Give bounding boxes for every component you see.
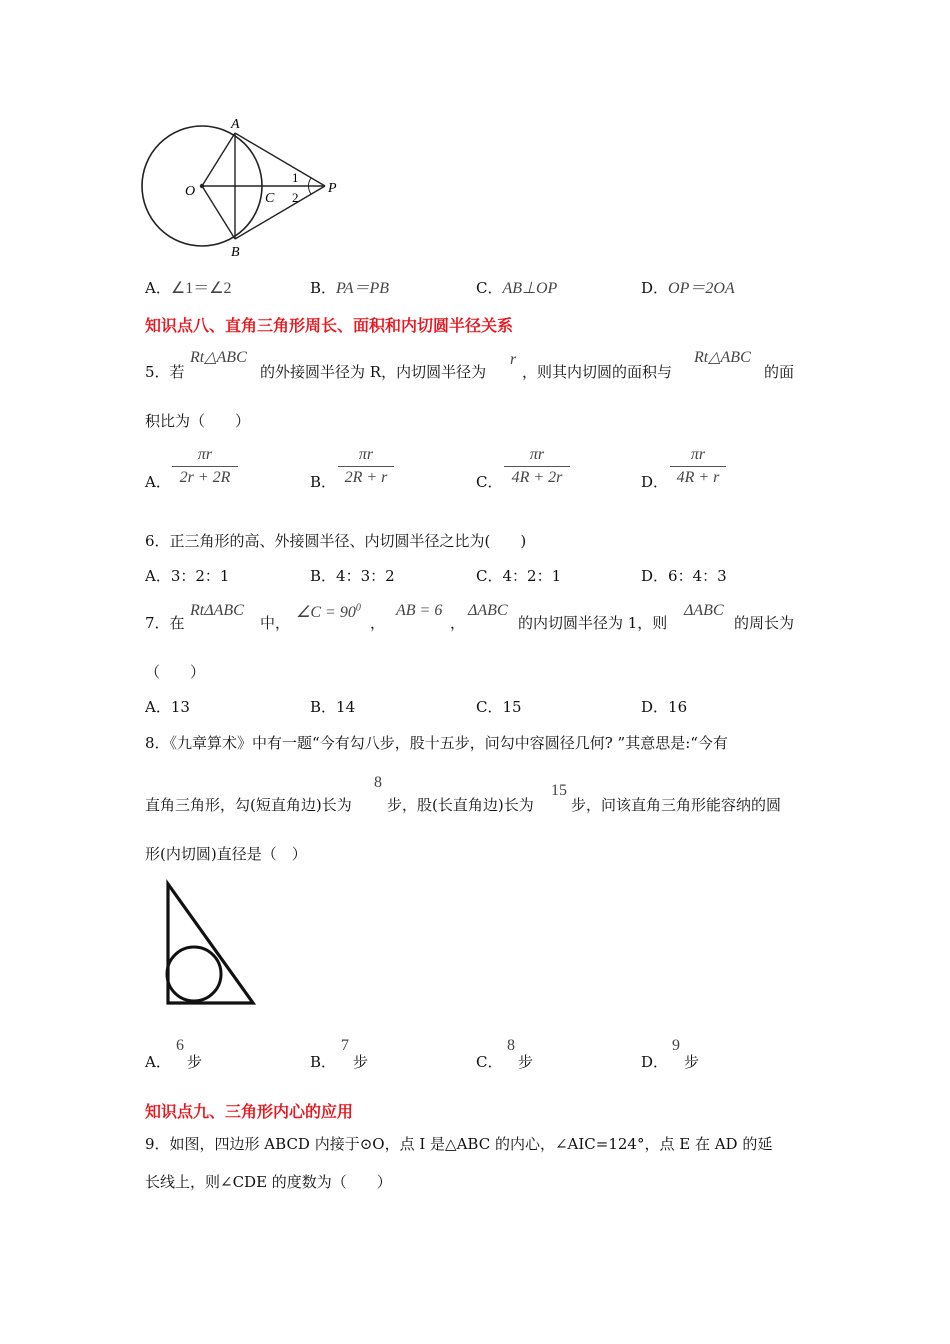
q7-math-ab: AB = 6 bbox=[396, 602, 443, 619]
q5-text-3: 的面 bbox=[764, 363, 795, 381]
q7-text-1: 中， bbox=[260, 614, 291, 632]
q8-option-a-num: 6 bbox=[176, 1037, 184, 1054]
q9-line-1: 9．如图，四边形 ABCD 内接于⊙O，点 I 是△ABC 的内心，∠AIC=124°，点 E 在 AD 的延 bbox=[145, 1135, 773, 1153]
label-c: C bbox=[265, 191, 275, 206]
q8-option-a-letter: A． bbox=[145, 1053, 171, 1071]
q5-option-c-fraction: πr 4R + 2r bbox=[504, 446, 570, 487]
q8-option-b-num: 7 bbox=[341, 1037, 349, 1054]
q7-option-a: A．13 bbox=[145, 698, 190, 716]
q5-option-b-fraction: πr 2R + r bbox=[338, 446, 394, 487]
q7-option-d: D．16 bbox=[641, 698, 688, 716]
radius-oa bbox=[202, 133, 235, 186]
q8-line-1: 8．《九章算术》中有一题“今有勾八步，股十五步，问勾中容圆径几何? ”其意思是:“今有 bbox=[145, 734, 728, 752]
q7-number: 7．在 bbox=[145, 614, 185, 632]
q7-comma-2: ， bbox=[450, 614, 466, 632]
q8-option-d-num: 9 bbox=[672, 1037, 680, 1054]
q8-option-c-unit: 步 bbox=[518, 1053, 534, 1071]
q6-option-b: B．4：3：2 bbox=[310, 567, 395, 585]
q8-option-b-letter: B． bbox=[310, 1053, 337, 1071]
q5-text-2: ，则其内切圆的面积与 bbox=[522, 363, 673, 381]
q5-text-1: 的外接圆半径为 R，内切圆半径为 bbox=[260, 363, 487, 381]
q5-option-a-letter: A． bbox=[145, 473, 171, 491]
tangent-pb bbox=[235, 186, 325, 239]
q8-line-2c: 步，问该直角三角形能容纳的圆 bbox=[571, 796, 782, 814]
circle-tangent-figure bbox=[135, 112, 350, 262]
q7-math-abc-2: ΔABC bbox=[684, 602, 724, 619]
q7-option-b: B．14 bbox=[310, 698, 356, 716]
label-o: O bbox=[185, 184, 196, 199]
q7-math-angle-c: ∠C = $90^0$ bbox=[296, 602, 361, 621]
incircle bbox=[167, 947, 221, 1001]
q7-text-2: 的内切圆半径为 1，则 bbox=[518, 614, 668, 632]
q4-option-b: B．PA＝PB bbox=[310, 279, 390, 297]
right-triangle bbox=[168, 884, 253, 1003]
label-b: B bbox=[231, 245, 240, 260]
q7-math-abc-1: ΔABC bbox=[468, 602, 508, 619]
q5-line-2: 积比为（ ） bbox=[145, 412, 251, 430]
q9-line-2: 长线上，则∠CDE 的度数为（ ） bbox=[145, 1173, 392, 1191]
q6-option-d: D．6：4：3 bbox=[641, 567, 727, 585]
q5-option-a-fraction: πr 2r + 2R bbox=[172, 446, 238, 487]
label-a: A bbox=[231, 117, 240, 132]
q6-question: 6．正三角形的高、外接圆半径、内切圆半径之比为( ) bbox=[145, 532, 527, 550]
q4-option-a: A．∠1＝∠2 bbox=[145, 279, 232, 297]
q5-option-c-letter: C． bbox=[476, 473, 503, 491]
q8-num-8: 8 bbox=[374, 774, 382, 791]
q5-option-d-fraction: πr 4R + r bbox=[670, 446, 726, 487]
q6-option-a: A．3：2：1 bbox=[145, 567, 230, 585]
label-angle-1: 1 bbox=[292, 170, 299, 185]
label-angle-2: 2 bbox=[292, 190, 299, 205]
q5-math-r: r bbox=[510, 351, 517, 368]
q7-text-3: 的周长为 bbox=[734, 614, 795, 632]
q8-option-a-unit: 步 bbox=[187, 1053, 203, 1071]
center-point bbox=[200, 184, 204, 188]
triangle-incircle-figure bbox=[150, 874, 265, 1012]
q4-option-d: D．OP＝2OA bbox=[641, 279, 735, 297]
q8-option-d-unit: 步 bbox=[684, 1053, 700, 1071]
q5-math-rt-abc-2: Rt△ABC bbox=[694, 349, 751, 366]
section-heading-8: 知识点八、直角三角形周长、面积和内切圆半径关系 bbox=[145, 316, 514, 335]
q6-option-c: C．4：2：1 bbox=[476, 567, 562, 585]
q8-option-d-letter: D． bbox=[641, 1053, 669, 1071]
section-heading-9: 知识点九、三角形内心的应用 bbox=[145, 1102, 354, 1121]
q7-comma-1: ， bbox=[370, 614, 386, 632]
q4-option-c: C．AB⊥OP bbox=[476, 279, 558, 297]
q8-line-3: 形(内切圆)直径是（ ） bbox=[145, 845, 307, 863]
q7-option-c: C．15 bbox=[476, 698, 522, 716]
q8-num-15: 15 bbox=[551, 782, 567, 799]
q5-math-rt-abc-1: Rt△ABC bbox=[190, 349, 247, 366]
q8-option-b-unit: 步 bbox=[353, 1053, 369, 1071]
q7-math-rt-abc: RtΔABC bbox=[190, 602, 244, 619]
q5-option-b-letter: B． bbox=[310, 473, 337, 491]
q8-line-2b: 步，股(长直角边)长为 bbox=[387, 796, 534, 814]
q5-option-d-letter: D． bbox=[641, 473, 669, 491]
q8-line-2a: 直角三角形，勾(短直角边)长为 bbox=[145, 796, 352, 814]
radius-ob bbox=[202, 186, 235, 239]
label-p: P bbox=[328, 181, 337, 196]
q7-line-2: （ ） bbox=[145, 663, 206, 681]
tangent-pa bbox=[235, 133, 325, 186]
q8-option-c-num: 8 bbox=[507, 1037, 515, 1054]
q5-number: 5．若 bbox=[145, 363, 185, 381]
q8-option-c-letter: C． bbox=[476, 1053, 503, 1071]
